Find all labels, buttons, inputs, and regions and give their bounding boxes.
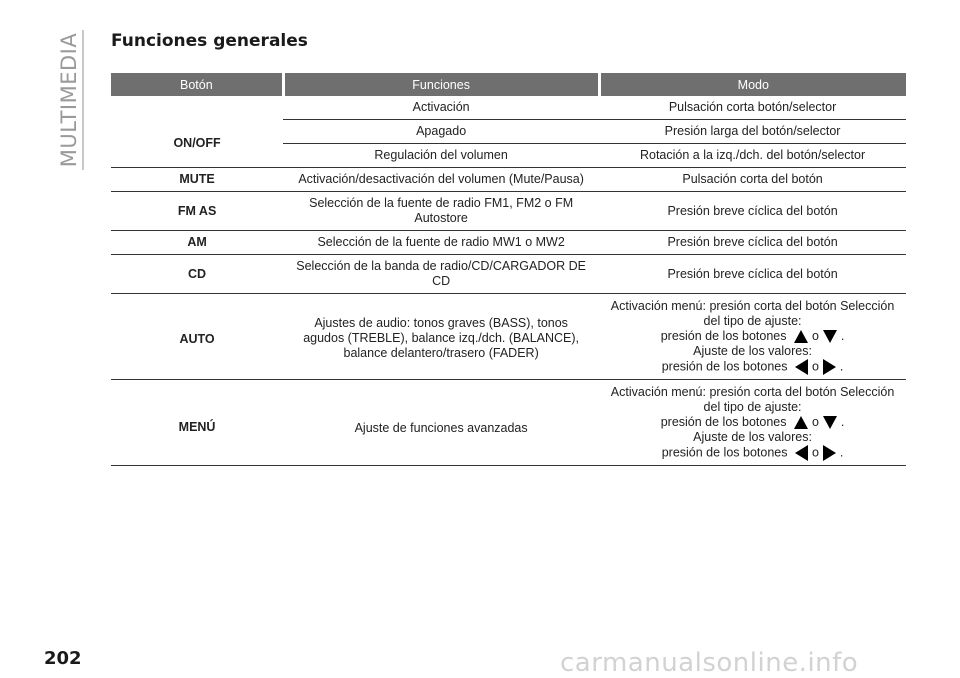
button-auto: AUTO (111, 294, 283, 380)
mode-cell: Presión breve cíclica del botón (599, 255, 906, 294)
mode-text: presión de los botones (661, 444, 788, 459)
or-text: o (811, 444, 819, 459)
mode-cell (599, 380, 906, 466)
mode-line: Activación menú: presión corta del botón Selección (610, 384, 895, 399)
arrow-down-icon (823, 416, 837, 429)
period-text: . (840, 328, 845, 343)
arrow-up-icon (794, 330, 808, 343)
mode-text: presión de los botones (661, 358, 788, 373)
mode-cell: Pulsación corta botón/selector (599, 96, 906, 120)
table-row-am (111, 231, 906, 255)
button-fmas: FM AS (111, 192, 283, 231)
functions-table (111, 73, 906, 466)
arrow-left-icon (795, 359, 808, 375)
table-row-onoff-activation (111, 96, 906, 120)
function-cell: Activación (283, 96, 599, 120)
arrow-right-icon (823, 359, 836, 375)
watermark: carmanualsonline.info (560, 648, 859, 678)
period-text: . (840, 414, 845, 429)
period-text: . (839, 444, 844, 459)
table-header-row (111, 73, 906, 96)
or-text: o (811, 358, 819, 373)
mode-cell: Presión larga del botón/selector (599, 120, 906, 144)
mode-line: del tipo de ajuste: (703, 313, 802, 328)
mode-line (607, 445, 898, 461)
mode-text: presión de los botones (660, 414, 787, 429)
function-line: Selección de la banda de radio/CD/CARGADOR DE (296, 259, 586, 273)
function-line: Selección de la fuente de radio FM1, FM2 o FM (309, 196, 574, 210)
table-row-auto (111, 294, 906, 380)
header-mode: Modo (599, 73, 906, 96)
function-cell: Selección de la fuente de radio MW1 o MW2 (283, 231, 599, 255)
page-title: Funciones generales (111, 31, 308, 51)
function-line: Autostore (414, 211, 468, 225)
mode-line (607, 359, 898, 375)
mode-cell: Presión breve cíclica del botón (599, 192, 906, 231)
header-button: Botón (111, 73, 283, 96)
button-menu: MENÚ (111, 380, 283, 466)
function-line: Ajustes de audio: tonos graves (BASS), tonos (314, 316, 568, 330)
page-number: 202 (44, 648, 82, 669)
function-cell: Activación/desactivación del volumen (Mute/Pausa) (283, 168, 599, 192)
table-row-fmas (111, 192, 906, 231)
arrow-right-icon (823, 445, 836, 461)
function-line: balance delantero/trasero (FADER) (343, 346, 539, 360)
mode-line (607, 415, 898, 430)
mode-line (607, 329, 898, 344)
mode-line: Activación menú: presión corta del botón Selección (610, 298, 895, 313)
mode-cell: Presión breve cíclica del botón (599, 231, 906, 255)
function-cell (283, 192, 599, 231)
function-cell: Ajuste de funciones avanzadas (283, 380, 599, 466)
period-text: . (839, 358, 844, 373)
mode-cell (599, 294, 906, 380)
mode-line: Ajuste de los valores: (693, 429, 812, 444)
mode-line: Ajuste de los valores: (693, 343, 812, 358)
function-cell (283, 255, 599, 294)
or-text: o (811, 328, 819, 343)
mode-line: del tipo de ajuste: (703, 399, 802, 414)
table-row-menu (111, 380, 906, 466)
mode-text: presión de los botones (660, 328, 787, 343)
button-cd: CD (111, 255, 283, 294)
arrow-up-icon (794, 416, 808, 429)
mode-cell: Rotación a la izq./dch. del botón/selector (599, 144, 906, 168)
or-text: o (811, 414, 819, 429)
function-line: agudos (TREBLE), balance izq./dch. (BALANCE), (303, 331, 580, 345)
function-cell (283, 294, 599, 380)
table-row-mute (111, 168, 906, 192)
button-mute: MUTE (111, 168, 283, 192)
function-line: CD (432, 274, 451, 288)
arrow-down-icon (823, 330, 837, 343)
section-label: MULTIMEDIA (57, 32, 81, 168)
function-cell: Apagado (283, 120, 599, 144)
function-cell: Regulación del volumen (283, 144, 599, 168)
button-am: AM (111, 231, 283, 255)
header-functions: Funciones (283, 73, 599, 96)
arrow-left-icon (795, 445, 808, 461)
mode-cell: Pulsación corta del botón (599, 168, 906, 192)
button-onoff: ON/OFF (111, 96, 283, 168)
table-row-cd (111, 255, 906, 294)
